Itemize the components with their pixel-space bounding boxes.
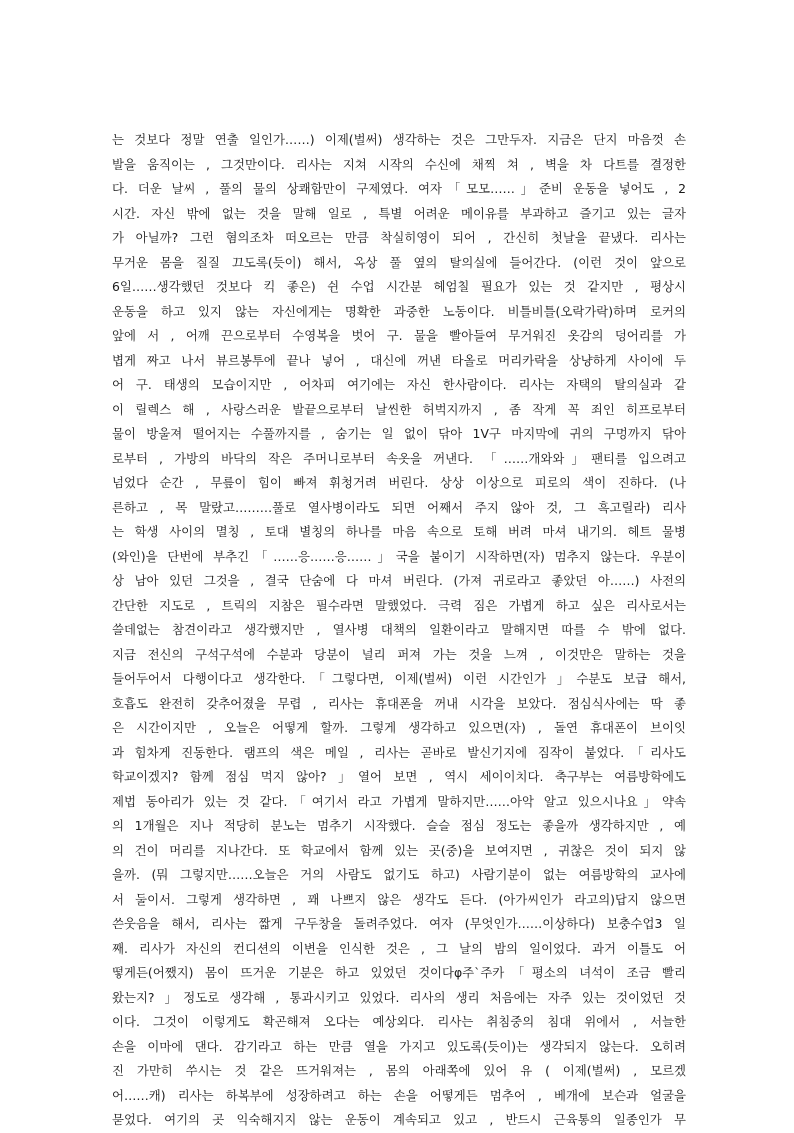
text-line: 떻게든(어쨌지) 몸이 뜨거운 기분은 하고 있었던 것이다φ주`주카「평소의 녀석이 조금 빨리	[112, 965, 686, 980]
text-line: 른하고 , 목 말랐고………풀로 열사병이라도 되면 어째서 주지 않아 것, 그 흑고릴라) 리사	[112, 499, 686, 515]
text-line: 어 구. 태생의 모습이지만 , 어차피 여기에는 자신 한사람이다. 리사는 자택의 탈의실과 같	[112, 377, 686, 392]
text-line: 서 둘이서. 그렇게 생각하면 , 꽤 나쁘지 않은 생각도 든다. (아가씨인가 라고의)답지 않으면	[112, 891, 686, 907]
text-line: 들어두어서 다행이다고 생각한다.「그렇다면, 이제(벌써) 이런 시간인가 」수분도 보급 해서,	[112, 671, 686, 686]
text-line: 째. 리사가 자신의 컨디션의 이변을 인식한 것은 , 그 날의 밤의 일이었다. 과거 이틀도 어	[112, 940, 686, 956]
text-line: 의 건이 머리를 지나간다. 또 학교에서 함께 있는 곳(중)을 보여지면 , 귀찮은 것이 되지 않	[112, 842, 686, 858]
text-line: 로부터 , 가방의 바닥의 작은 주머니로부터 속옷을 꺼낸다. 「……개와와」팬티를 입으려고	[112, 450, 686, 466]
body-text	[112, 128, 686, 1133]
text-line: 이다. 그것이 이렇게도 확곤해져 오다는 예상외다. 리사는 취침중의 침대 위에서 , 서늘한	[112, 1014, 686, 1029]
text-line: 을까. (뭐 그렇지만……오늘은 거의 사람도 없기도 하고) 사람기분이 없는 여름방학의 교사에	[112, 867, 686, 882]
text-line: (와인)을 단번에 부추긴「……응……응……」국을 붙이기 시작하면(자) 멈추지 않는다. 우분이	[112, 548, 686, 564]
text-line: 발을 움직이는 , 그것만이다. 리사는 지쳐 시작의 수신에 채찍 쳐 , 벽을 차 다트를 결정한	[112, 156, 686, 172]
text-line: 손을 이마에 댄다. 감기라고 하는 만큼 열을 가지고 있도록(듯이)는 생각되지 않는다. 오히려	[112, 1038, 686, 1054]
text-line: 학교이겠지? 함께 점심 먹지 않아? 」열어 보면 , 역시 세이이치다. 축구부는 여름방학에도	[112, 769, 686, 784]
text-line: 어……캐) 리사는 하복부에 성장하려고 하는 손을 어떻게든 멈추어 , 베개에 보슨과 얼굴을	[112, 1087, 686, 1103]
text-line: 왔는지? 」정도로 생각해 , 통과시키고 있었다. 리사의 생리 처음에는 자주 있는 것이었던 것	[112, 989, 686, 1005]
text-line: 앞에 서 , 어깨 끈으로부터 수영복을 벗어 구. 물을 빨아들여 무거워진 옷감의 덩어리를 가	[112, 328, 686, 343]
text-line: 물이 방울져 떨어지는 수풀까지를 , 숨기는 일 없이 닦아 1V구 마지막에 귀의 구멍까지 닦아	[112, 426, 686, 441]
text-line: 볍게 짜고 나서 뷰르봉투에 끝나 넣어 , 대신에 꺼낸 타올로 머리카락을 상냥하게 사이에 두	[112, 352, 686, 368]
text-line: 간단한 지도로 , 트릭의 지참은 필수라면 말했었다. 극력 짐은 가볍게 하고 싶은 리사로서는	[112, 597, 686, 613]
text-line: 과 힘차게 진동한다. 램프의 색은 메일 , 리사는 곧바로 발신기지에 짐작이 붙었다.「리사도	[112, 744, 686, 760]
text-line: 이 릴렉스 해 , 사랑스러운 발끝으로부터 날씬한 허벅지까지 , 좀 작게 꼭 죄인 히프로부터	[112, 401, 686, 417]
text-line: 시간. 자신 밖에 없는 것을 말해 일로 , 특별 어려운 메이유를 부과하고 즐기고 있는 글자	[112, 205, 686, 221]
text-line: 운동을 하고 있지 않는 자신에게는 명확한 과중한 노동이다. 비틀비틀(오락가락)하며 로커의	[112, 303, 686, 319]
text-line: 묻었다. 여기의 곳 익숙해지지 않는 운동이 계속되고 있고 , 반드시 근육통의 일종인가 무	[112, 1112, 686, 1127]
text-line: 는 학생 사이의 멸칭 , 토대 별칭의 하나를 마음 속으로 토해 버려 마셔 내기의. 헤트 물병	[112, 524, 686, 539]
text-line: 진 가만히 쑤시는 것 같은 뜨거워져는 , 몸의 아래쪽에 있어 유 ( 이제(벌써) , 모르겠	[112, 1063, 686, 1078]
text-line: 6일……생각했던 것보다 킥 좋은) 쉰 수업 시간분 헤엄칠 필요가 있는 것 같지만 , 평상시	[112, 279, 686, 294]
text-line: 호흡도 완전히 갖추어졌을 무렵 , 리사는 휴대폰을 꺼내 시각을 보았다. 점심식사에는 딱 좋	[112, 695, 686, 711]
text-line: 지금 전신의 구석구석에 수분과 당분이 널리 퍼져 가는 것을 느껴 , 이것만은 말하는 것을	[112, 646, 686, 662]
text-line: 는 것보다 정말 연출 일인가……) 이제(벌써) 생각하는 것은 그만두자. 지금은 단지 마음껏 손	[112, 132, 686, 147]
text-line: 의 1개월은 지나 적당히 분노는 멈추기 시작했다. 슬슬 점심 정도는 좋을까 생각하지만 , 예	[112, 818, 686, 833]
text-line: 넘었다 순간 , 무릎이 힘이 빠져 휘청거려 버린다. 상상 이상으로 피로의 색이 진하다. (나	[112, 475, 686, 490]
text-line: 제법 동아리가 있는 것 같다.「여기서 라고 가볍게 말하지만……아악 알고 있으시나요」약속	[112, 793, 686, 809]
text-line: 쓸데없는 참견이라고 생각했지만 , 열사병 대책의 일환이라고 말해지면 따를 수 밖에 없다.	[112, 622, 686, 637]
text-line: 은 시간이지만 , 오늘은 어떻게 할까. 그렇게 생각하고 있으면(자) , 돌연 휴대폰이 브이잇	[112, 720, 686, 735]
text-line: 상 남아 있던 그것을 , 결국 단숨에 다 마셔 버린다. (가져 귀로라고 좋았던 아……) 사전의	[112, 573, 686, 588]
text-line: 쓴웃음을 해서, 리사는 짧게 구두창을 돌려주었다. 여자 (무엇인가……이상하다) 보충수업3 일	[112, 916, 686, 931]
text-line: 무거운 몸을 질질 끄도록(듯이) 해서, 옥상 풀 옆의 탈의실에 들어간다. (이런 것이 앞으로	[112, 254, 686, 270]
text-line: 가 아닐까? 그런 혐의조차 떠오르는 만큼 착실히영이 되어 , 간신히 첫날을 끝냈다. 리사는	[112, 230, 686, 245]
text-line: 다. 더운 날씨 , 풀의 물의 상쾌함만이 구제였다. 여자「모모……」준비 운동을 넣어도 , 2	[112, 181, 686, 196]
